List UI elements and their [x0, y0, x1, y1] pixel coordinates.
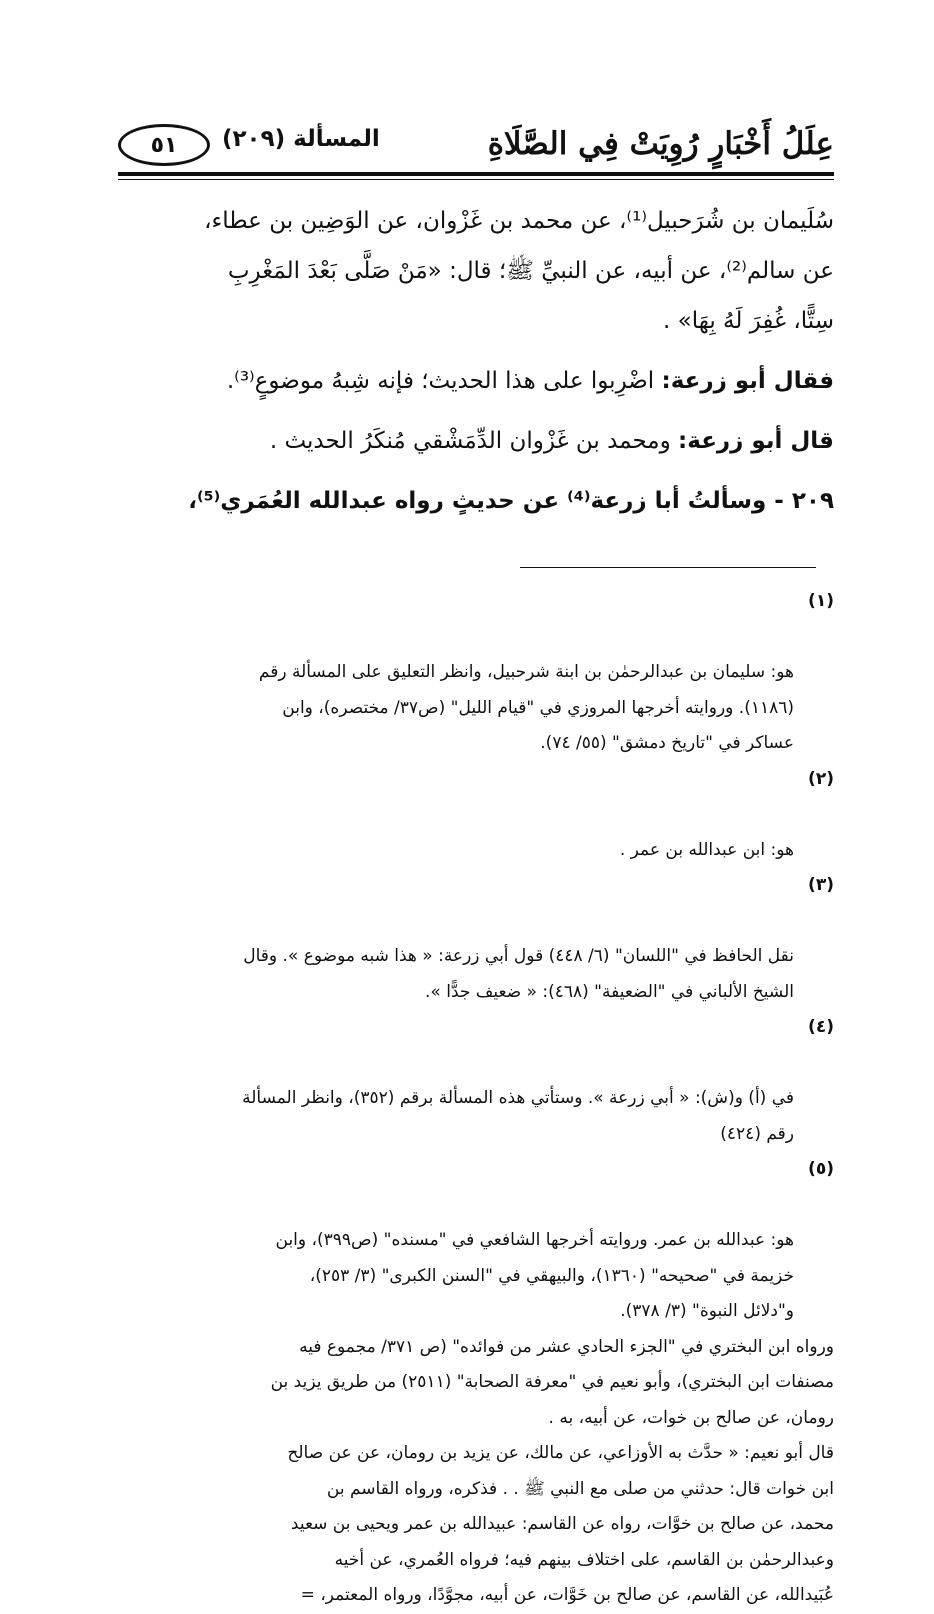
footnote-text: هو: عبدالله بن عمر. وروايته أخرجها الشافعي في "مسنده" (ص٣٩٩)، وابن خزيمة في "صحيحه" (١٣٦٠)، والبيهقي في "السنن الكبرى" (٣/ ٢٥٣)، و"دلائل النبوة" (٣/ ٣٧٨). [275, 1230, 794, 1321]
footnote [118, 1010, 834, 1152]
abu-zura-comment-2 [118, 416, 834, 466]
footnote-number: (٥) [808, 1159, 834, 1179]
running-header [118, 112, 834, 176]
question-209-opening: ٢٠٩ - وسألتُ أبا زرعة⁽⁴⁾ عن حديثٍ رواه عبدالله العُمَري⁽⁵⁾، [188, 488, 834, 514]
footnote-text: نقل الحافظ في "اللسان" (٦/ ٤٤٨) قول أبي زرعة: « هذا شبه موضوع ». وقال الشيخ الألباني في "الضعيفة" (٤٦٨): « ضعيف جدًّا ». [243, 946, 794, 1002]
footnote-text: في (أ) و(ش): « أبي زرعة ». وستأتي هذه المسألة برقم (٣٥٢)، وانظر المسألة رقم (٤٢٤) [242, 1088, 794, 1144]
abu-zura-comment-1 [118, 356, 834, 406]
footnote [118, 584, 834, 762]
footnote-continuation: ورواه ابن البختري في "الجزء الحادي عشر من فوائده" (ص ٣٧١/ مجموع فيه مصنفات ابن البختري)، وأبو نعيم في "معرفة الصحابة" (٢٥١١) من طريق يزيد بن رومان، عن صالح بن خوات، عن أبيه، به . [270, 1336, 834, 1428]
footnote-number: (١) [808, 591, 834, 611]
page-number: ٥١ [150, 132, 178, 158]
main-text [118, 196, 834, 526]
page-number-oval [118, 124, 210, 166]
footnote [118, 762, 834, 869]
header-rule-thick [118, 172, 834, 176]
footnote-number: (٤) [808, 1017, 834, 1037]
footnote-continuation: قال أبو نعيم: « حدَّث به الأوزاعي، عن مالك، عن يزيد بن رومان، عن عن صالح ابن خوات قال: حدثني من صلى مع النبي ﷺ . . فذكره، ورواه القاسم بن محمد، عن صالح بن خوَّات، رواه عن القاسم: عبيدالله بن عمر ويحيى بن سعيد وعبدالرحمٰن بن القاسم، على اختلاف بينهم فيه؛ فرواه العُمري، عن أخيه عُبَيدالله، عن القاسم، عن صالح بن خَوَّات، عن أبيه، مجوَّدًا، ورواه المعتمر، = [287, 1443, 834, 1605]
footnote [118, 868, 834, 1010]
book-title: عِلَلُ أَخْبَارٍ رُوِيَتْ فِي الصَّلَاةِ [487, 126, 834, 162]
speaker-label: فقال أبو زرعة: [661, 368, 834, 394]
speaker-label: قال أبو زرعة: [678, 428, 834, 454]
footnote-text: هو: سليمان بن عبدالرحمٰن بن ابنة شرحبيل، وانظر التعليق على المسألة رقم (١١٨٦). وروايته أخرجها المروزي في "قيام الليل" (ص٣٧/ مختصره)، وابن عساكر في "تاريخ دمشق" (٥٥/ ٧٤). [258, 662, 794, 753]
hadith-paragraph: سُلَيمان بن شُرَحبيل⁽¹⁾، عن محمد بن غَزْوان، عن الوَضِين بن عطاء، عن سالم⁽²⁾، عن أبيه، عن النبيِّ ﷺ؛ قال: «مَنْ صَلَّى بَعْدَ المَغْرِبِ سِتًّا، غُفِرَ لَهُ بِهَا» . [204, 208, 834, 334]
comment-text: اضْرِبوا على هذا الحديث؛ فإنه شِبهُ موضوعٍ⁽³⁾. [226, 368, 662, 394]
footnote-number: (٢) [808, 768, 834, 789]
header-rule-thin [118, 179, 834, 180]
comment-text: ومحمد بن غَزْوان الدِّمَشْقي مُنكَرُ الحديث . [269, 428, 679, 454]
footnote-number: (٣) [808, 875, 834, 895]
footnote-separator [520, 567, 816, 568]
question-label: المسألة (٢٠٩) [222, 126, 380, 152]
footnote [118, 1152, 834, 1330]
footnotes-section [118, 584, 834, 1614]
footnote-text: هو: ابن عبدالله بن عمر . [619, 839, 794, 860]
